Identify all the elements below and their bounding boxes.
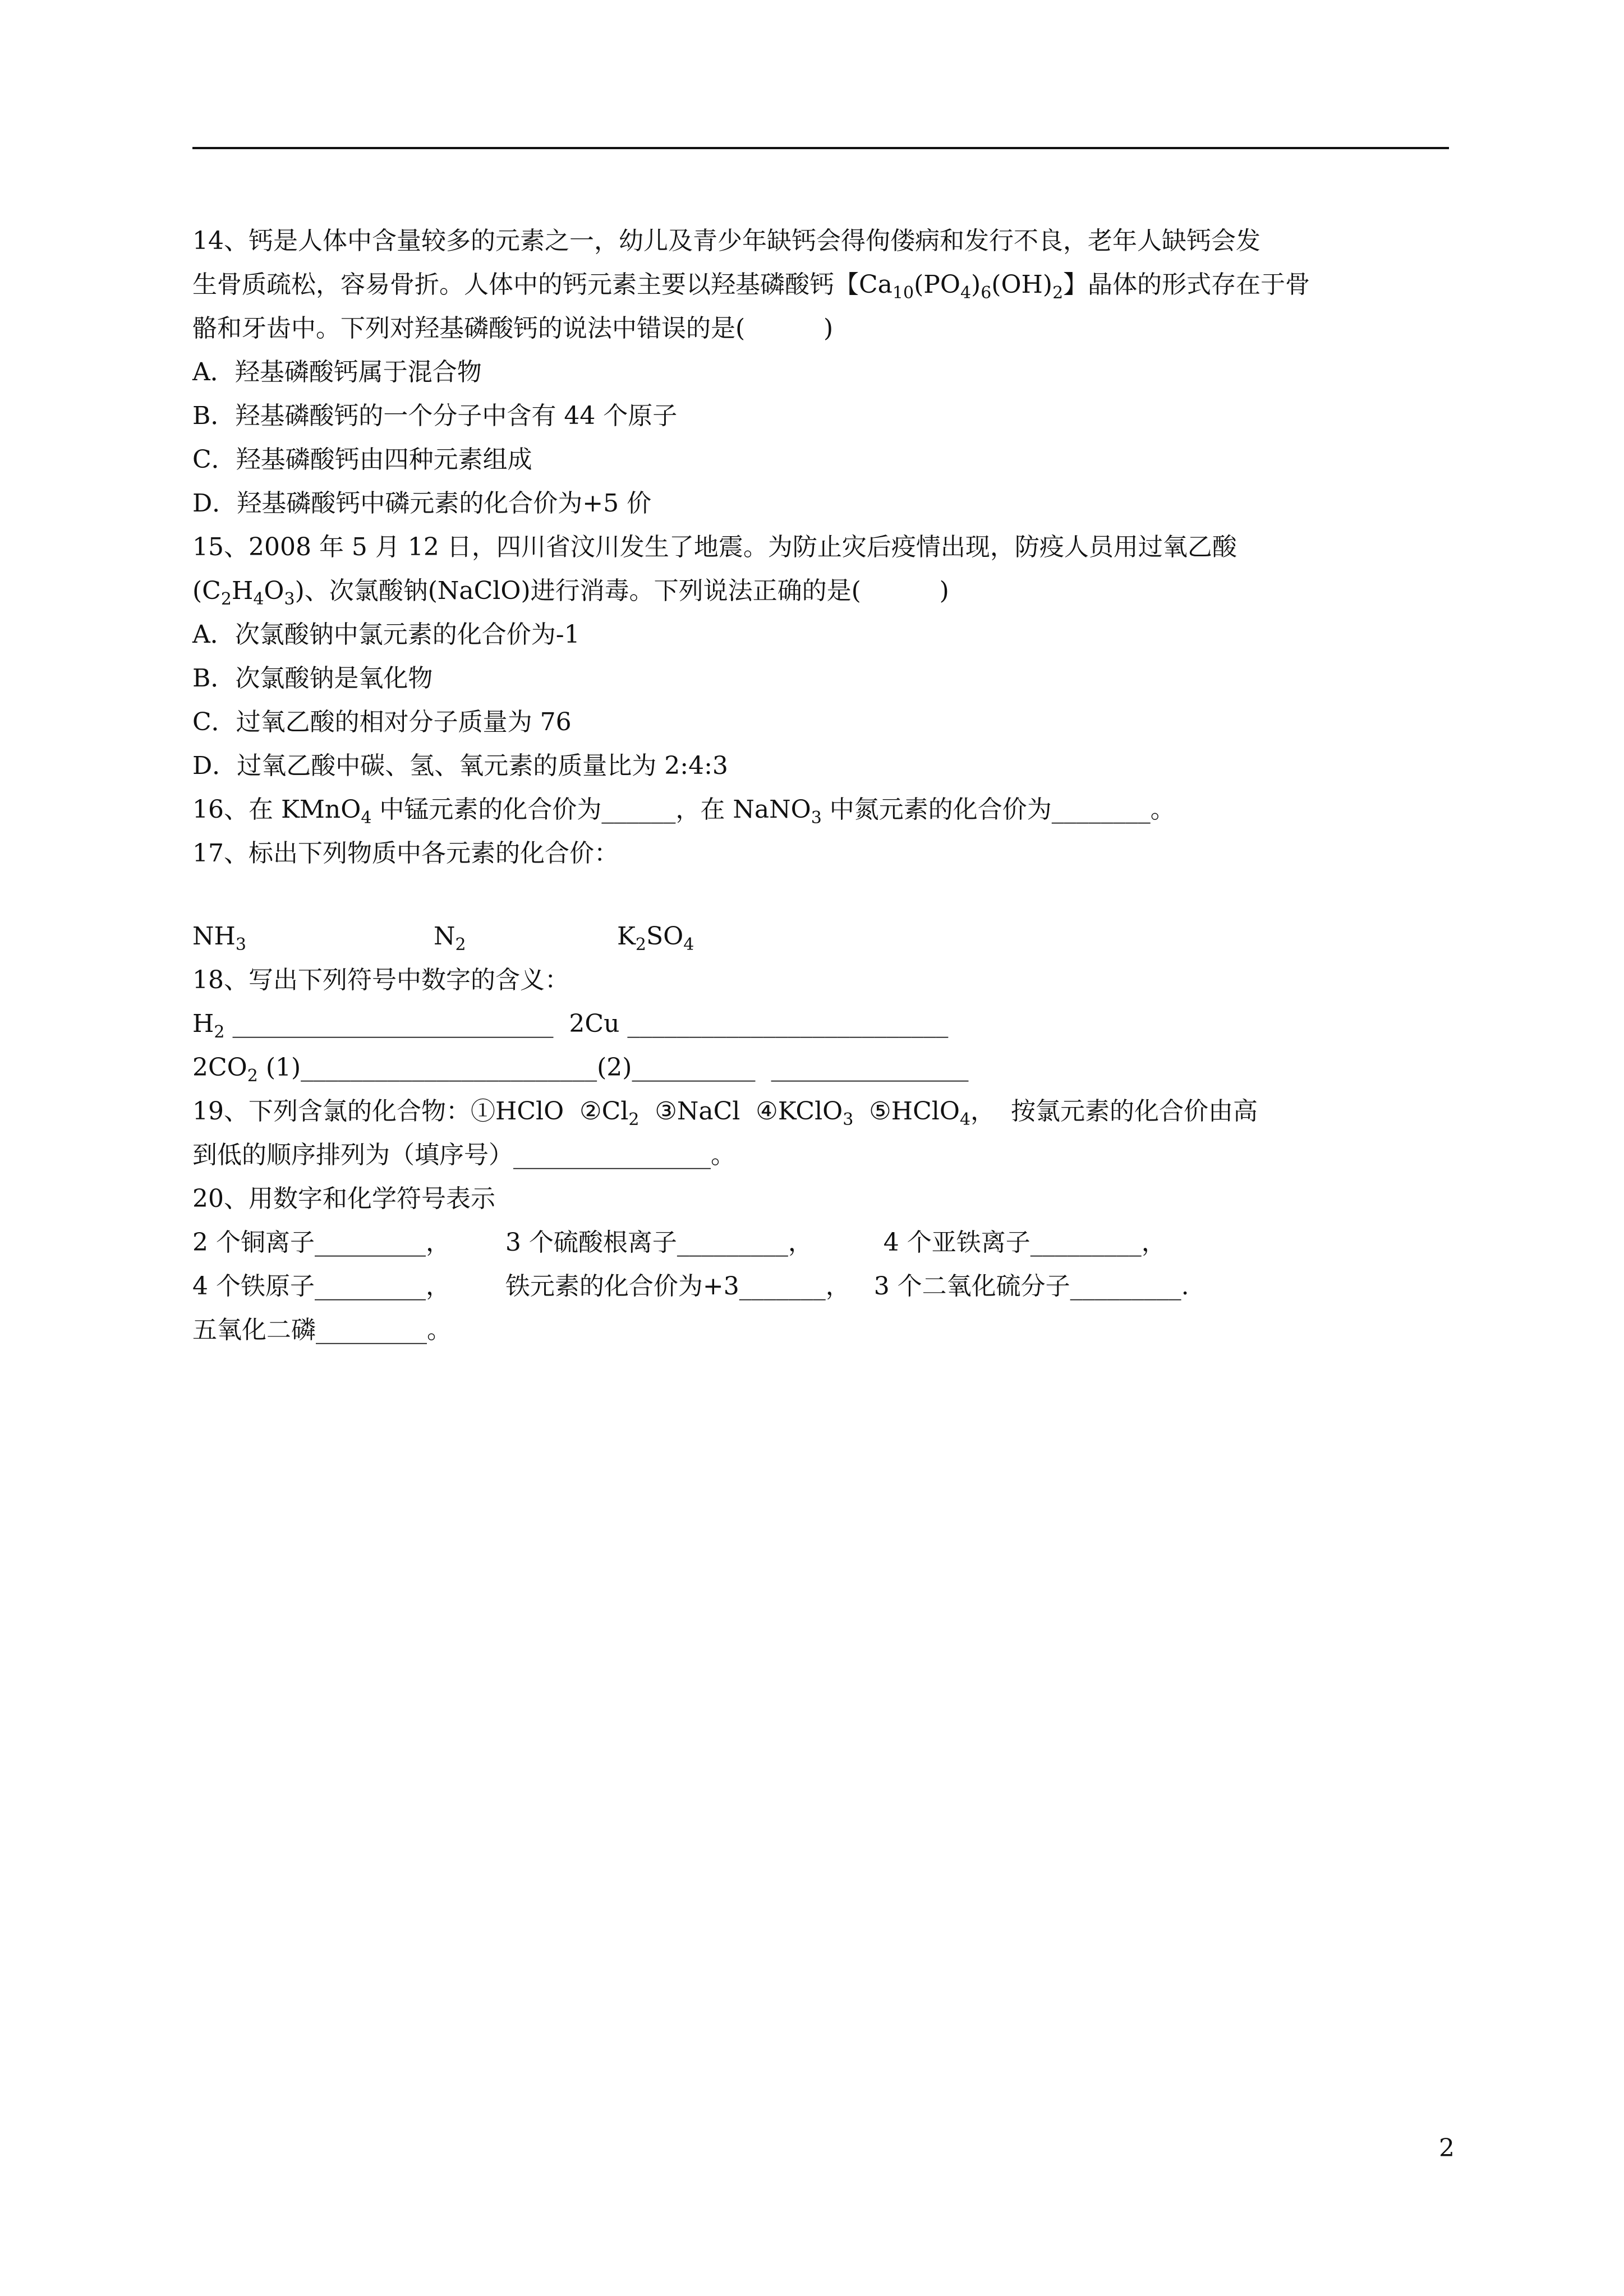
q15-option-d-text: D．过氧乙酸中碳、氢、氧元素的质量比为 2:4:3 <box>192 751 728 780</box>
subscript: 6 <box>981 283 992 303</box>
subscript: 3 <box>811 808 822 828</box>
q15-line-1 <box>192 531 1237 564</box>
q14-text-2: 生骨质疏松，容易骨折。人体中的钙元素主要以羟基磷酸钙【Ca <box>192 270 892 299</box>
q14-option-c <box>192 443 532 477</box>
q14-line-1 <box>192 224 1260 258</box>
q18-blank-1: __________________________ 2Cu __________________________ <box>224 1009 949 1038</box>
q14-text-3: 骼和牙齿中。下列对羟基磷酸钙的说法中错误的是( ) <box>192 314 834 343</box>
q19-line-1 <box>192 1095 1258 1137</box>
formula-part: N <box>434 922 456 951</box>
header-rule <box>192 147 1449 149</box>
q14-line-2 <box>192 268 1310 310</box>
q14-option-b-text: B．羟基磷酸钙的一个分子中含有 44 个原子 <box>192 402 678 430</box>
q14-option-d <box>192 487 651 520</box>
subscript: 3 <box>235 935 246 955</box>
subscript: 4 <box>959 1110 971 1129</box>
formula-part: ) <box>971 270 981 299</box>
q16-text-3: 中氮元素的化合价为________。 <box>821 795 1175 824</box>
subscript: 4 <box>253 589 264 609</box>
subscript: 4 <box>683 935 694 955</box>
q14-option-b <box>192 399 677 433</box>
subscript: 2 <box>214 1022 225 1042</box>
q14-option-a-text: A．羟基磷酸钙属于混合物 <box>192 358 482 386</box>
formula-part: (PO <box>914 270 960 299</box>
q20-text-3: 五氧化二磷_________。 <box>192 1316 452 1344</box>
formula-part: (OH) <box>991 270 1053 299</box>
formula-part: H <box>231 577 254 605</box>
q20-title-text: 20、用数字和化学符号表示 <box>192 1184 495 1213</box>
subscript: 2 <box>220 589 232 609</box>
q15-line-2 <box>192 574 949 616</box>
q15-option-c-text: C．过氧乙酸的相对分子质量为 76 <box>192 708 572 736</box>
q20-line-3 <box>192 1313 452 1347</box>
q15-text-1: 15、2008 年 5 月 12 日，四川省汶川发生了地震。为防止灾后疫情出现，防疫人员用过氧乙酸 <box>192 533 1237 561</box>
subscript: 2 <box>1052 283 1064 303</box>
q14-text-1: 14、钙是人体中含量较多的元素之一，幼儿及青少年缺钙会得佝偻病和发行不良，老年人缺钙会发 <box>192 227 1260 255</box>
q14-option-c-text: C．羟基磷酸钙由四种元素组成 <box>192 445 532 474</box>
subscript: 2 <box>455 935 466 955</box>
subscript: 2 <box>635 935 646 955</box>
q18-line-co2 <box>192 1051 968 1093</box>
subscript: 2 <box>247 1066 258 1086</box>
q20-line-1 <box>192 1226 1166 1260</box>
q14-text-2-end: 】晶体的形式存在于骨 <box>1063 270 1310 299</box>
q18-blank-2: (1)________________________(2)__________ ________________ <box>257 1053 969 1082</box>
q18-title-text: 18、写出下列符号中数字的含义： <box>192 966 569 994</box>
q20-title <box>192 1182 495 1216</box>
formula-part: O <box>264 577 284 605</box>
subscript: 4 <box>361 808 372 828</box>
q14-option-d-text: D．羟基磷酸钙中磷元素的化合价为+5 价 <box>192 489 652 518</box>
q19-text-1: 19、下列含氯的化合物：①HClO ②Cl <box>192 1097 629 1126</box>
subscript: 10 <box>892 283 914 303</box>
q14-option-a <box>192 356 482 389</box>
q17-formula-nh3 <box>192 920 246 962</box>
q19-text-4: ， 按氯元素的化合价由高 <box>970 1097 1258 1126</box>
q15-option-a <box>192 618 580 652</box>
q16-text-2: 中锰元素的化合价为______，在 NaNO <box>371 795 811 824</box>
q16-text-1: 16、在 KMnO <box>192 795 361 824</box>
subscript: 4 <box>960 283 972 303</box>
subscript: 3 <box>843 1110 854 1129</box>
formula-part: K <box>617 922 636 951</box>
q17-title-text: 17、标出下列物质中各元素的化合价： <box>192 839 619 868</box>
q15-text-2: )、次氯酸钠(NaClO)进行消毒。下列说法正确的是( ) <box>295 577 949 605</box>
q17-title <box>192 837 619 870</box>
q17-formula-n2 <box>434 920 466 962</box>
q20-line-2 <box>192 1270 1189 1303</box>
q19-text-5: 到低的顺序排列为（填序号）________________。 <box>192 1141 735 1169</box>
subscript: 3 <box>284 589 295 609</box>
q18-line-h2 <box>192 1007 948 1049</box>
q20-text-2: 4 个铁原子_________， 铁元素的化合价为+3_______， 3 个二氧化硫分子_________. <box>192 1272 1189 1301</box>
q17-formula-k2so4 <box>617 920 694 962</box>
q19-line-2 <box>192 1138 735 1172</box>
q19-text-3: ⑤HClO <box>853 1097 960 1126</box>
formula-part: SO <box>646 922 684 951</box>
subscript: 2 <box>628 1110 640 1129</box>
q14-line-3 <box>192 312 833 345</box>
q18-title <box>192 963 569 997</box>
formula-part: 2CO <box>192 1053 247 1082</box>
q16-line <box>192 793 1175 835</box>
q15-option-b-text: B．次氯酸钠是氧化物 <box>192 664 433 693</box>
formula-part: (C <box>192 577 221 605</box>
q20-text-1: 2 个铜离子_________， 3 个硫酸根离子_________， 4 个亚铁离子_________， <box>192 1228 1166 1257</box>
formula-part: H <box>192 1009 214 1038</box>
q15-option-c <box>192 706 572 739</box>
q15-option-d <box>192 749 728 783</box>
q15-option-b <box>192 662 433 695</box>
q19-text-2: ③NaCl ④KClO <box>639 1097 843 1126</box>
q15-option-a-text: A．次氯酸钠中氯元素的化合价为-1 <box>192 620 580 649</box>
page-number: 2 <box>1439 2134 1455 2163</box>
formula-part: NH <box>192 922 236 951</box>
